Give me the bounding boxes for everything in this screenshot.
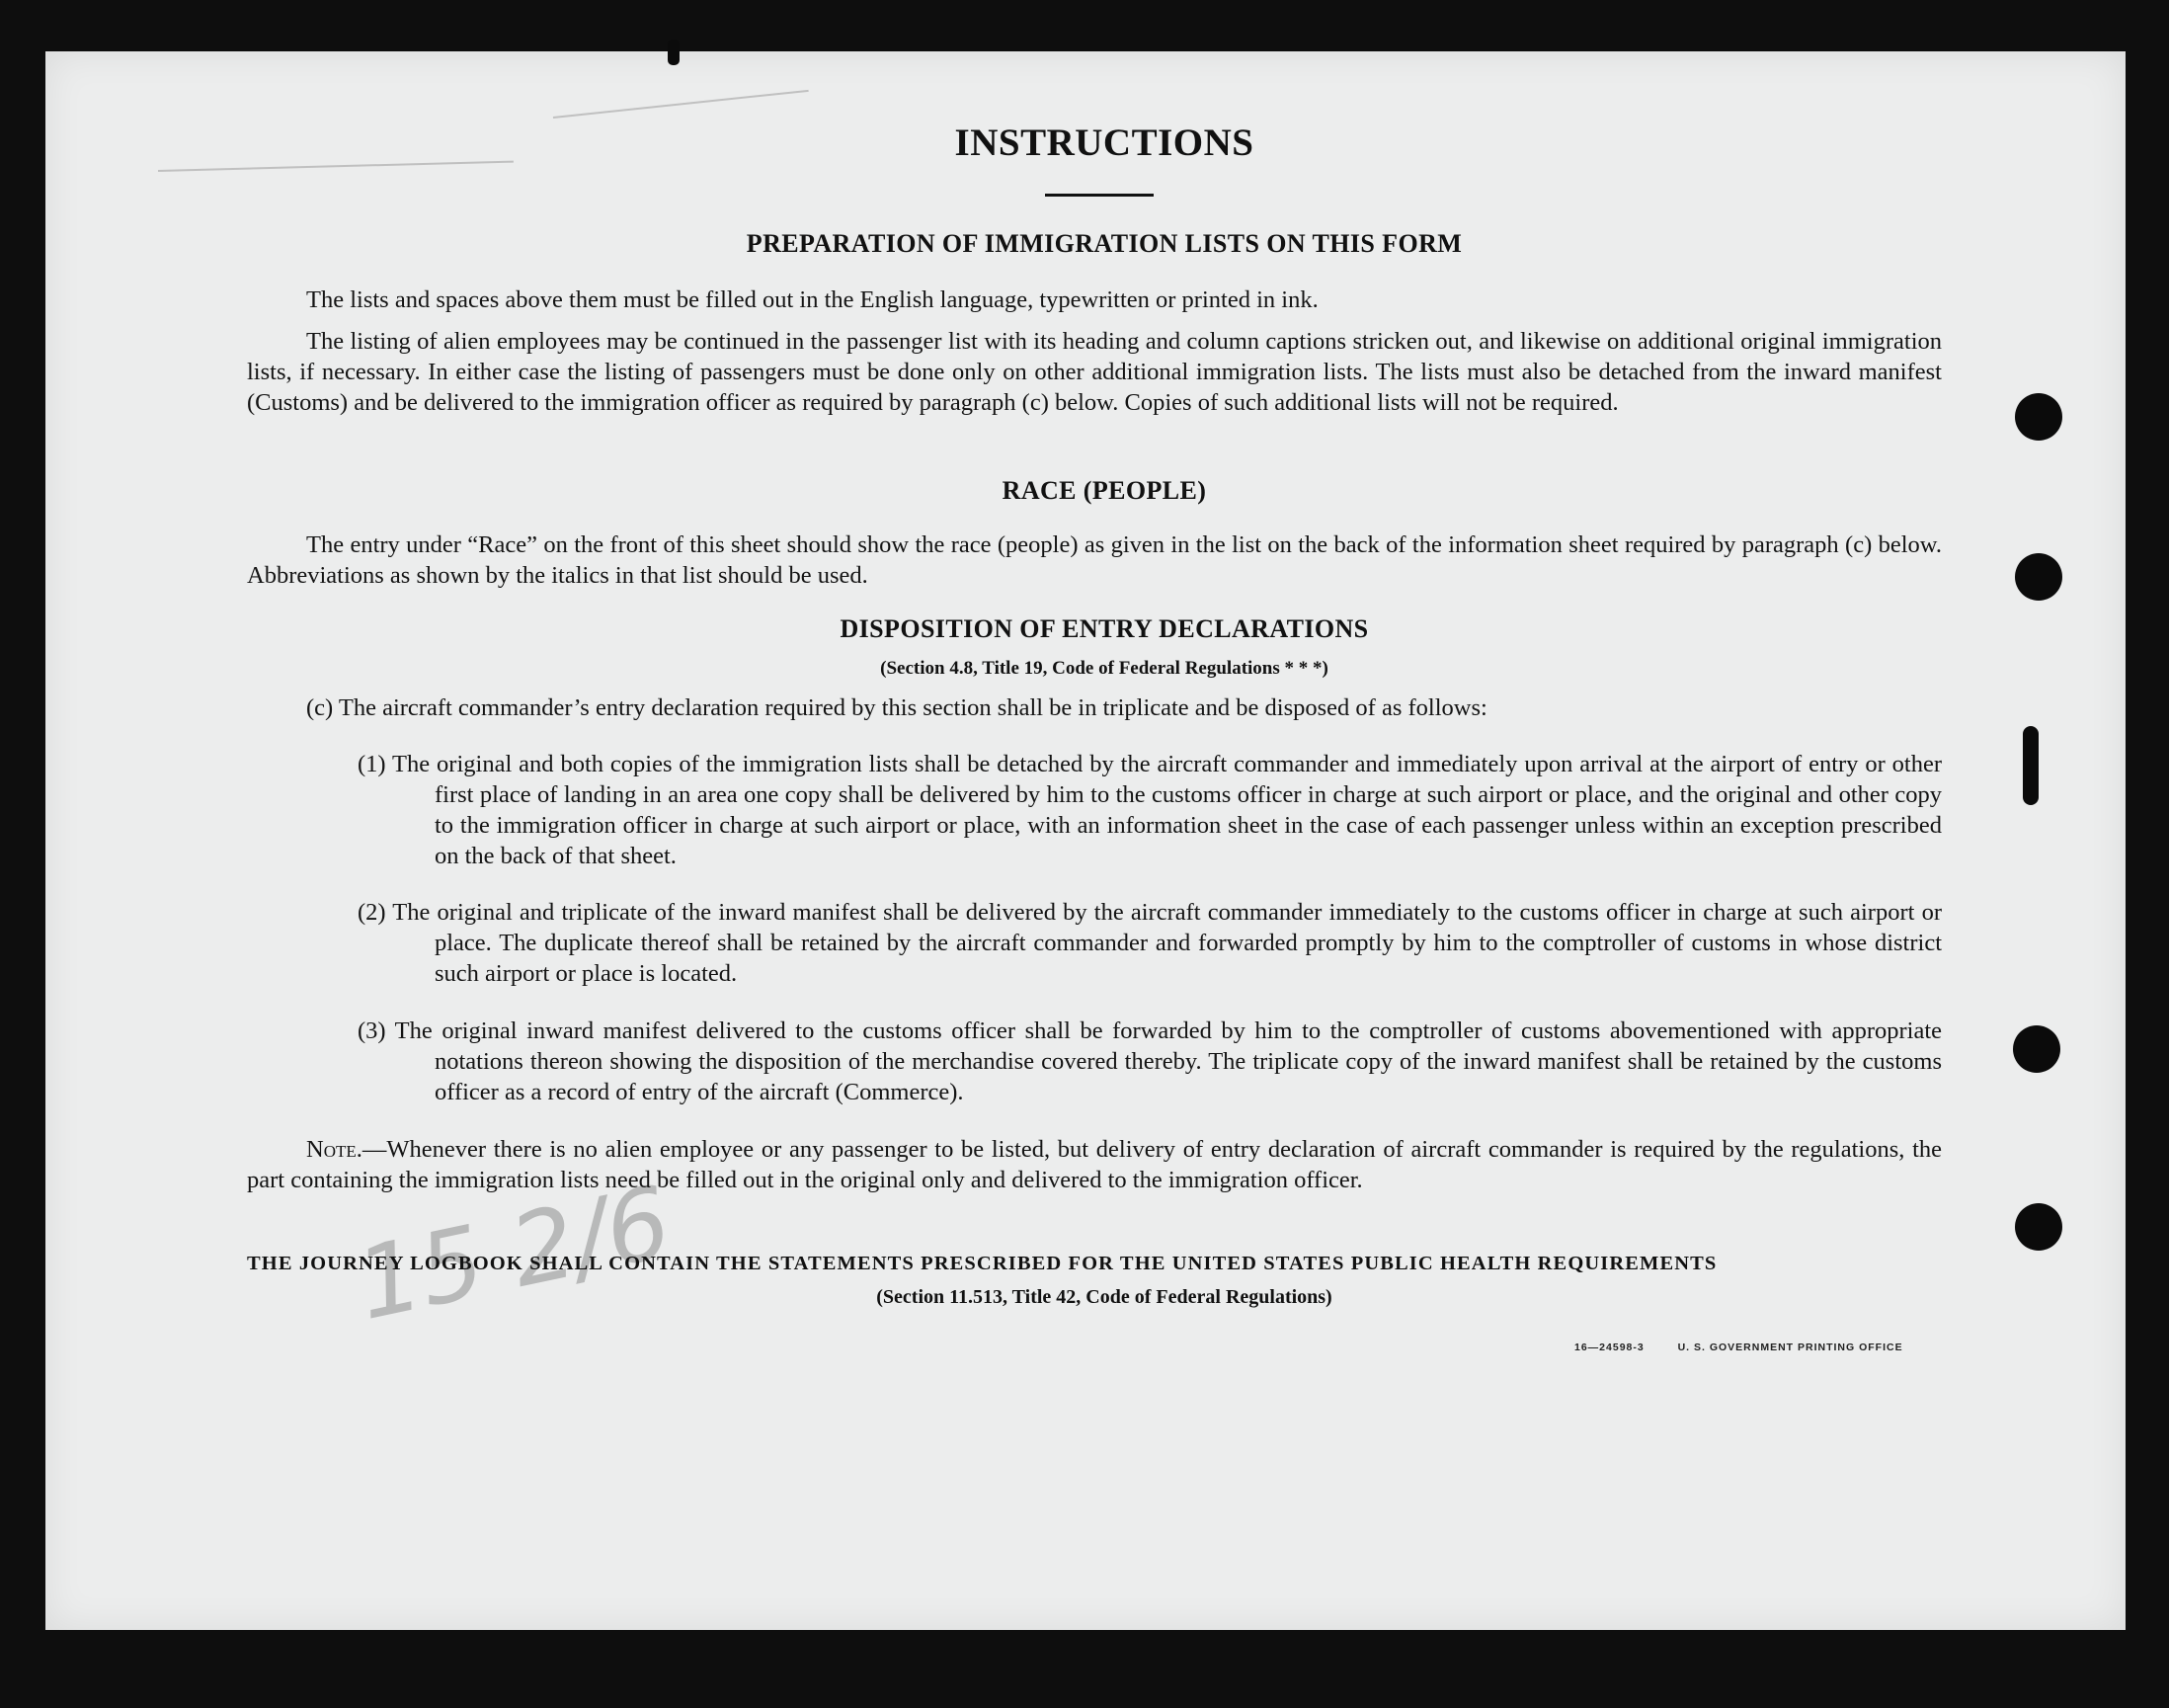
disposition-item-1: (1) The original and both copies of the immigration lists shall be detached by the aircraft commander and immediately upon arrival at the airport of entry or other first place of landing in an area one copy shall be delivered by him to the customs officer in charge at such airport or place, and the original and other copy to the immigration officer in charge at such airport or place, with an information sheet in the case of each passenger unless within an exception prescribed on the back of that sheet. — [358, 751, 1942, 869]
disposition-item-3: (3) The original inward manifest delivered to the customs officer shall be forwarded by him to the comptroller of customs abovementioned with appropriate notations thereon showing the disposition of the merchandise covered thereby. The triplicate copy of the inward manifest shall be retained by the customs officer as a record of entry of the aircraft (Commerce). — [358, 1017, 1942, 1105]
punch-hole — [2013, 1025, 2060, 1073]
disposition-intro: (c) The aircraft commander’s entry declaration required by this section shall be in triplicate and be disposed of as follows: — [306, 694, 1487, 721]
punch-hole — [2015, 553, 2062, 601]
note-text: —Whenever there is no alien employee or any passenger to be listed, but delivery of entry declaration of aircraft commander is required by the regulations, the part containing the immigration lists need be filled out in the original only and delivered to the immigration officer. — [247, 1136, 1942, 1193]
note-lead: Note. — [306, 1136, 362, 1163]
form-number: 16—24598-3 — [1574, 1342, 1645, 1353]
disposition-citation: (Section 4.8, Title 19, Code of Federal Regulations * * *) — [880, 658, 1328, 679]
disposition-item-2: (2) The original and triplicate of the inward manifest shall be delivered by the aircraft commander immediately to the customs officer in charge at such airport or place. The duplicate thereof shall be retained by the aircraft commander and forwarded promptly by him to the comptroller of customs in whose district such airport or place is located. — [358, 899, 1942, 987]
punch-hole — [2015, 1203, 2062, 1251]
page-title: INSTRUCTIONS — [954, 122, 1254, 164]
printer-imprint: U. S. GOVERNMENT PRINTING OFFICE — [1677, 1342, 1903, 1353]
immigration-paragraph-2: The listing of alien employees may be continued in the passenger list with its heading and column captions stricken out, and likewise on additional original immigration lists, if necessary. In either case the listing of passengers must be done only on other additional immigration lists. The lists must also be detached from the inward manifest (Customs) and be delivered to the immigration officer as required by paragraph (c) below. Copies of such additional lists will not be required. — [247, 328, 1942, 416]
immigration-paragraph-1: The lists and spaces above them must be filled out in the English language, typewritten or printed in ink. — [306, 286, 1319, 313]
ink-stain — [2023, 726, 2039, 805]
title-divider — [1045, 194, 1154, 197]
health-citation: (Section 11.513, Title 42, Code of Federal Regulations) — [876, 1286, 1332, 1308]
handwritten-notation: 15 2/6 — [347, 1164, 681, 1342]
form-footer — [1574, 1342, 1903, 1353]
immigration-heading: PREPARATION OF IMMIGRATION LISTS ON THIS FORM — [746, 229, 1463, 258]
punch-hole — [2015, 393, 2062, 441]
note-paragraph — [247, 1134, 1942, 1195]
race-paragraph: The entry under “Race” on the front of this sheet should show the race (people) as given in the list on the back of the information sheet required by paragraph (c) below. Abbreviations as shown by the italics in that list should be used. — [247, 531, 1942, 589]
ink-stain — [668, 40, 680, 65]
race-heading: RACE (PEOPLE) — [1002, 476, 1207, 505]
health-requirement-line: THE JOURNEY LOGBOOK SHALL CONTAIN THE STATEMENTS PRESCRIBED FOR THE UNITED STATES PUBLIC HEALTH REQUIREMENTS — [247, 1253, 1718, 1274]
disposition-heading: DISPOSITION OF ENTRY DECLARATIONS — [840, 614, 1369, 643]
